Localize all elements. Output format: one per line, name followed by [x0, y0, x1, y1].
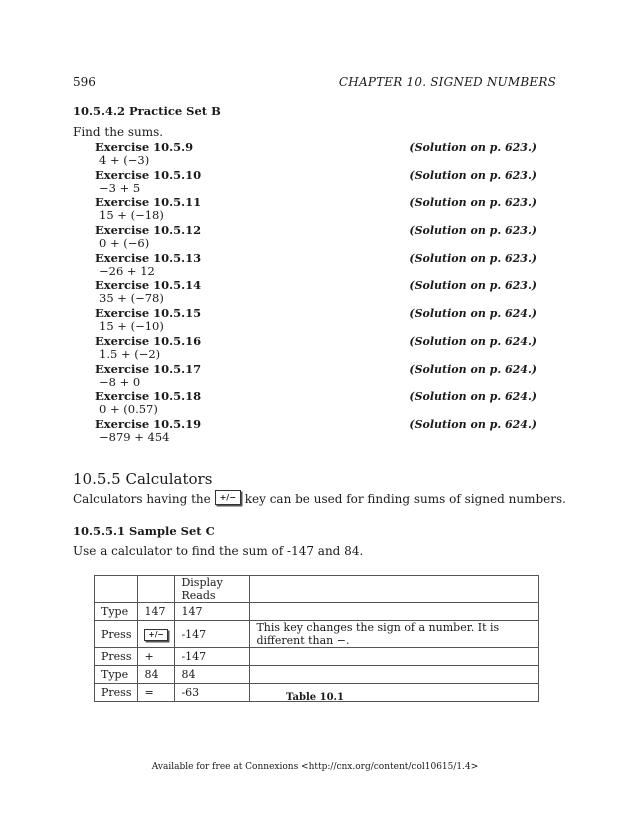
solution-link[interactable]: (Solution on p. 623.)	[409, 279, 537, 293]
exercise-expression: 15 + (−10)	[99, 319, 164, 334]
calculators-heading: 10.5.5 Calculators	[73, 470, 213, 488]
exercise-expression: 1.5 + (−2)	[99, 346, 161, 361]
table-cell-action: Press	[95, 648, 138, 666]
exercise-expression: 4 + (−3)	[99, 153, 150, 167]
exercise-item	[95, 417, 537, 445]
table-cell-note	[250, 603, 539, 621]
exercise-item	[95, 168, 537, 196]
table-cell-action: Press	[95, 621, 138, 648]
table-caption: Table 10.1	[286, 692, 344, 703]
table-cell-display: -147	[175, 621, 250, 648]
exercise-item	[95, 251, 537, 279]
sample-set-heading: 10.5.5.1 Sample Set C	[73, 524, 215, 538]
exercise-item	[95, 223, 537, 251]
table-row	[95, 666, 539, 684]
solution-link[interactable]: (Solution on p. 623.)	[409, 224, 537, 238]
exercise-title: Exercise 10.5.10	[95, 167, 202, 182]
exercise-item	[95, 334, 537, 362]
calculators-text-after: key can be used for finding sums of signed numbers.	[244, 492, 566, 506]
exercise-title: Exercise 10.5.12	[95, 223, 202, 238]
exercise-list	[95, 140, 537, 445]
exercise-item	[95, 278, 537, 306]
exercise-title: Exercise 10.5.15	[95, 306, 202, 321]
table-cell-action: Type	[95, 603, 138, 621]
solution-link[interactable]: (Solution on p. 623.)	[409, 196, 537, 210]
table-header-cell: Display Reads	[175, 576, 250, 603]
solution-link[interactable]: (Solution on p. 623.)	[409, 168, 537, 182]
exercise-item	[95, 306, 537, 334]
table-cell-input: =	[138, 684, 175, 702]
calculators-paragraph	[73, 490, 566, 506]
page-footer: Available for free at Connexions <http://cnx.org/content/col10615/1.4>	[151, 762, 479, 772]
table-cell-note	[250, 666, 539, 684]
solution-link[interactable]: (Solution on p. 624.)	[409, 417, 537, 431]
practice-set-intro: Find the sums.	[73, 125, 164, 139]
table-header-cell	[250, 576, 539, 603]
exercise-expression: −8 + 0	[99, 374, 141, 389]
solution-link[interactable]: (Solution on p. 623.)	[409, 141, 537, 154]
table-row	[95, 621, 539, 648]
exercise-item	[95, 389, 537, 417]
table-cell-input: 84	[138, 666, 175, 684]
solution-link[interactable]: (Solution on p. 624.)	[409, 307, 537, 321]
table-row	[95, 603, 539, 621]
table-cell-input	[138, 621, 175, 648]
table-cell-note	[250, 648, 539, 666]
table-cell-action: Type	[95, 666, 138, 684]
table-cell-display: 84	[175, 666, 250, 684]
exercise-title: Exercise 10.5.11	[95, 195, 202, 210]
exercise-expression: 15 + (−18)	[99, 208, 164, 223]
table-cell-display: -63	[175, 684, 250, 702]
exercise-expression: −879 + 454	[99, 429, 170, 444]
table-row	[95, 648, 539, 666]
calculator-steps-table	[94, 575, 539, 702]
table-cell-display: -147	[175, 648, 250, 666]
table-header-cell	[138, 576, 175, 603]
running-head: CHAPTER 10. SIGNED NUMBERS	[338, 75, 556, 89]
exercise-expression: 0 + (−6)	[99, 236, 150, 251]
table-header-cell	[95, 576, 138, 603]
exercise-title: Exercise 10.5.17	[95, 361, 202, 376]
solution-link[interactable]: (Solution on p. 623.)	[409, 251, 537, 265]
table-header-row	[95, 576, 539, 603]
table-cell-note: This key changes the sign of a number. It is different than −.	[250, 621, 539, 648]
table-cell-display: 147	[175, 603, 250, 621]
exercise-expression: 0 + (0.57)	[99, 402, 158, 417]
exercise-expression: 35 + (−78)	[99, 291, 164, 306]
exercise-item	[95, 140, 537, 168]
solution-link[interactable]: (Solution on p. 624.)	[409, 334, 537, 348]
solution-link[interactable]: (Solution on p. 624.)	[409, 362, 537, 376]
exercise-item	[95, 195, 537, 223]
exercise-title: Exercise 10.5.9	[95, 140, 194, 154]
table-cell-input: 147	[138, 603, 175, 621]
page-number: 596	[73, 75, 96, 89]
exercise-title: Exercise 10.5.18	[95, 389, 202, 404]
exercise-title: Exercise 10.5.19	[95, 416, 202, 431]
exercise-expression: −3 + 5	[99, 180, 141, 195]
exercise-expression: −26 + 12	[99, 263, 155, 278]
plus-minus-key-icon: +/−	[144, 629, 167, 641]
plus-minus-key-icon: +/−	[215, 490, 241, 505]
exercise-title: Exercise 10.5.13	[95, 250, 202, 265]
solution-link[interactable]: (Solution on p. 624.)	[409, 390, 537, 404]
exercise-title: Exercise 10.5.16	[95, 333, 202, 348]
exercise-title: Exercise 10.5.14	[95, 278, 202, 293]
sample-set-intro: Use a calculator to find the sum of -147 and 84.	[73, 544, 364, 558]
table-cell-action: Press	[95, 684, 138, 702]
calculators-text-before: Calculators having the	[73, 492, 211, 506]
practice-set-heading: 10.5.4.2 Practice Set B	[73, 104, 221, 118]
table-cell-input: +	[138, 648, 175, 666]
exercise-item	[95, 362, 537, 390]
